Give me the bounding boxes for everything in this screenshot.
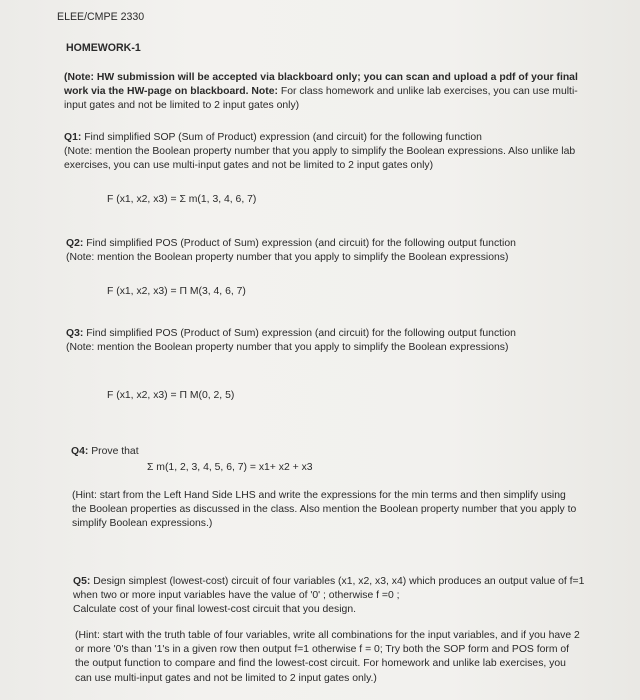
q5-text-2: Calculate cost of your final lowest-cost circuit that you design. — [73, 604, 356, 616]
question-4 — [71, 445, 139, 459]
q3-note: (Note: mention the Boolean property number that you apply to simplify the Boolean expressions) — [66, 342, 509, 354]
submission-note-rest: For class homework and unlike lab exercises, you can use multi-input gates and not be limited to 2 input gates only) — [64, 86, 578, 112]
homework-title: HOMEWORK-1 — [66, 42, 141, 54]
q1-formula: F (x1, x2, x3) = Σ m(1, 3, 4, 6, 7) — [107, 194, 257, 205]
q3-label: Q3: — [66, 328, 84, 339]
submission-note-bold: (Note: HW submission will be accepted via blackboard only; you can scan and upload a pdf of your final work via the HW-page on blackboard. Note: — [64, 72, 578, 98]
question-5 — [73, 575, 593, 618]
q5-text: Design simplest (lowest-cost) circuit of four variables (x1, x2, x3, x4) which produces an output value of f=1 when two or more input variables have the value of '0' ; otherwise f =0 ; — [73, 576, 585, 602]
q4-hint: (Hint: start from the Left Hand Side LHS and write the expressions for the min terms and then simplify using the Boolean properties as discussed in the class. Also mention the Boolean property number that you apply to simplify Boolean expressions.) — [72, 490, 577, 530]
q1-note: (Note: mention the Boolean property number that you apply to simplify the Boolean expressions. Also unlike lab exercises, you can use multi-input gates and not be limited to 2 input gates only) — [64, 146, 576, 172]
course-code: ELEE/CMPE 2330 — [57, 11, 145, 23]
q5-label: Q5: — [73, 576, 91, 587]
q5-hint: (Hint: start with the truth table of four variables, write all combinations for the input variables, and if you have 2 or more '0's than '1's in a given row then output f=1 otherwise f = 0; Try both the SOP form and POS form of the output function to compare and find the lowest-cost circuit. For homework and unlike lab exercises, you can use multi-input gates and not be limited to 2 input gates only.) — [75, 630, 580, 684]
q3-text: Find simplified POS (Product of Sum) expression (and circuit) for the following output function — [83, 328, 516, 339]
question-1 — [64, 131, 584, 174]
q1-text: Find simplified SOP (Sum of Product) expression (and circuit) for the following function — [81, 132, 482, 143]
q3-formula: F (x1, x2, x3) = Π M(0, 2, 5) — [107, 390, 235, 401]
question-2 — [66, 237, 586, 265]
q2-label: Q2: — [66, 238, 84, 249]
q4-formula: Σ m(1, 2, 3, 4, 5, 6, 7) = x1+ x2 + x3 — [147, 462, 313, 473]
q4-text: Prove that — [88, 446, 139, 457]
q4-label: Q4: — [71, 446, 89, 457]
q2-formula: F (x1, x2, x3) = Π M(3, 4, 6, 7) — [107, 286, 246, 297]
q2-note: (Note: mention the Boolean property number that you apply to simplify the Boolean expressions) — [66, 252, 509, 264]
submission-note — [64, 71, 584, 114]
q1-label: Q1: — [64, 132, 82, 143]
question-3 — [66, 327, 586, 355]
q2-text: Find simplified POS (Product of Sum) expression (and circuit) for the following output function — [83, 238, 516, 249]
